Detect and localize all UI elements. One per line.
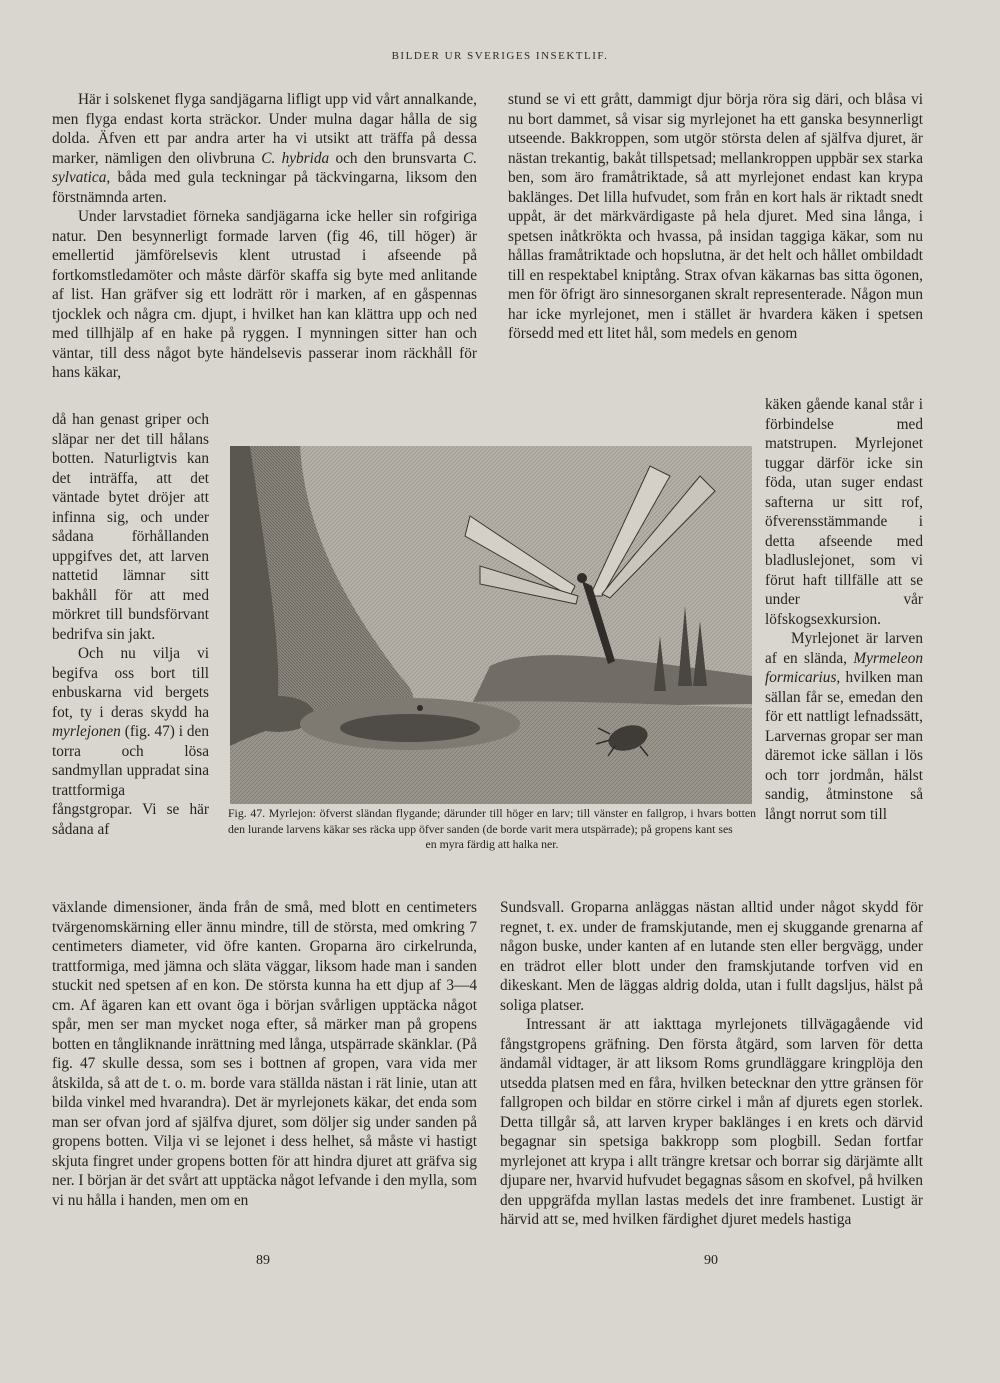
caption-text: Fig. 47. Myrlejon: öfverst sländan flygande; därunder till höger en larv; till vänster en fallgrop, i hvars botten den lurande larvens käkar ses räcka upp öfver sanden (de borde varit mera utspärrade); på gropens kant ses [228,806,756,836]
col1-paragraph-continued: växlande dimensioner, ända från de små, med blott en centimeters tvärgenomskärning eller ännu mindre, till de största, med omkring 7 centimeters diameter, vid öfre kanten. Groparna äro cirkelrunda, trattformiga, med jämna och släta väggar, liksom hade man i sanden stuckit ned spetsen af en kon. De största kunna ha ett djup af 3—4 cm. Af ägaren kan ett ovant öga i början svårligen upptäcka något spår, men ser man mycket noga efter, så märker man på gropens botten en tångliknande inrättning med långa, utspärrade skänklar. (På fig. 47 skulle dessa, som ses i bottnen af gropen, vara vida mer åtskilda, så att de t. o. m. borde vara ställda nästan i rät linie, utan att bilda vinkel med hvarandra). Det är myrlejonets käkar, det enda som man ser ofvan jord af själfva djuret, som döljer sig under sanden på gropens botten. Vilja vi se lejonet i dess helhet, så måste vi hastigt skjuta fingret under gropens botten för att hindra djuret att gräfva sig ner. I början är det svårt att upptäcka något lefvande i den mylla, som vi nu hålla i handen, men om en [52,899,477,1209]
page-number-left: 89 [256,1253,270,1268]
ant [417,705,423,711]
col1-p3-start: Och nu vilja vi begifva oss bort till enbuskarna vid bergets fot, ty i deras skydd ha [52,645,209,721]
col2-p2-cont: Sundsvall. Groparna anläggas nästan alltid under något skydd för regnet, t. ex. under de framskjutande, men ej skuggande grenarna af någon buske, under kanten af en lutande sten eller bergvägg, under en trädrot eller blott under den framskjutande torfven vid en dikeskant. Men de läggas aldrig dolda, utan i fullt dagsljus, hälst på soliga platser. [500,899,923,1014]
col2-p2-rest: hvilken man sällan får se, emedan den för ett nattligt lefnadssätt, Larvernas gropar ser man däremot icke sällan i lös och torr jordmån, hälst sandig, åtminstone så långt norrut som till [765,669,923,823]
caption-last-line: en myra färdig att halka ner. [425,837,559,851]
col1-narrow-wrap [52,410,209,839]
col1-p2-narrow: då han genast griper och släpar ner det till hålans botten. Naturligtvis kan det inträffa, att det väntade bytet dröjer att infinna sig, och under sådana förhållanden uppgifves det, att larven nattetid lämnar sitt bakhåll för att med mörkret till bundsförvant bedrifva sin jakt. [52,411,209,643]
col2-narrow-wrap [765,395,923,824]
species-name: Myrmeleon formicarius, [765,649,924,686]
col1-p1-mid: och den brunsvarta [335,149,457,167]
col1-paragraph-1 [52,90,477,383]
col2-paragraph-1: stund se vi ett grått, dammigt djur börja röra sig däri, och blåsa vi nu bort dammet, så visar sig myrlejonet ha ett ganska besynnerligt utseende. Bakkroppen, som utgör största delen af själfva djuret, är nästan trekantig, bakåt tillspetsad; mellankroppen uppbär sex starka ben, som äro framåtriktade, så att myrlejonet endast kan krypa baklänges. Det lilla hufvudet, som från en kort hals är riktadt snedt uppåt, är det märkvärdigaste på hela djuret. Med sina långa, i spetsen inåtkrökta och hvassa, på insidan taggiga käkar, som nu hållas framåtriktade och hopslutna, är det helt och hållet ombildadt till en respektabel kniptång. Strax ofvan käkarnas bas sitta ögonen, men för öfrigt äro sinnesorganen skralt representerade. Någon mun har icke myrlejonet, men i stället är hvardera käken i spetsen försedd med ett litet hål, som medels en genom [508,91,923,342]
running-title: BILDER UR SVERIGES INSEKTLIF. [391,50,609,62]
figure-engraving [230,446,752,804]
col2-p1-narrow: käken gående kanal står i förbindelse med matstrupen. Myrlejonet tuggar därför icke sin föda, utan suger endast safterna ur sitt rof, öfverensstämmande i detta afseende med bladluslejonet, som vi förut haft tillfälle att se under vår löfskogsexkursion. [765,396,923,628]
col1-p1-text: Här i solskenet flyga sandjägarna lifligt upp vid vårt annalkande, men flyga endast korta sträckor. Under mulna dagar hålla de sig dolda. Äfven ett par andra arter ha vi utsikt att träffa på dessa marker, nämligen den olivbruna [52,91,477,167]
col1-p2-text: Under larvstadiet förneka sandjägarna icke heller sin rofgiriga natur. Den besynnerligt formade larven (fig 46, till höger) är emellertid jämförelsevis klent utrustad i afseende på fortkomstledamöter och måste därför skaffa sig byte med anlitande af list. Han gräfver sig ett lodrätt rör i marken, af en gåspennas tjocklek och några cm. djupt, i hvilket han kan klättra upp och ned med tillhjälp af en hake på ryggen. I mynningen sitter han och väntar, till dess något byte händelsevis passerar inom räckhåll för hans käkar, [52,208,477,381]
term-myrlejonen: myrlejonen [52,723,121,740]
page-number-right: 90 [704,1253,718,1268]
col2-p3-text: Intressant är att iakttaga myrlejonets tillvägagående vid fångstgropens gräfning. Den första åtgärd, som larven för detta ändamål vidtager, är att liksom Roms grundläggare kringplöja den utsedda platsen med en fåra, hvilken betecknar den yttre gränsen för fallgropen och bildar en större cirkel i mån af djurets egen storlek. Detta tillgår så, att larven kryper baklänges i en krets och därvid begagnar sin spetsiga bakkropp som plogbill. Sedan fortfar myrlejonet att krypa i allt trängre kretsar och borrar sig därjämte allt djupare ner, hvarvid hufvudet begagnas såsom en skofvel, på hvilken den uppgräfda myllan lastas medels det inre frambenet. Lustigt är härvid att se, med hvilken färdighet djuret medels hastiga [500,1016,923,1228]
col1-p1-end: båda med gula teckningar på täckvingarna, liksom den förstnämnda arten. [52,169,477,206]
figure-caption [228,806,756,853]
species-name: C. hybrida [261,149,330,167]
species-name: C. sylvatica, [52,149,478,186]
antlion-illustration [230,446,752,804]
col1-p3-rest: (fig. 47) i den torra och lösa sandmyllan uppradat sina trattformiga fångstgropar. Vi se här sådana af [52,723,209,838]
pit-hollow [340,714,480,742]
col2-paragraph-continued [500,898,923,1230]
col2-p2-start: Myrlejonet är larven af en slända, [765,630,923,667]
